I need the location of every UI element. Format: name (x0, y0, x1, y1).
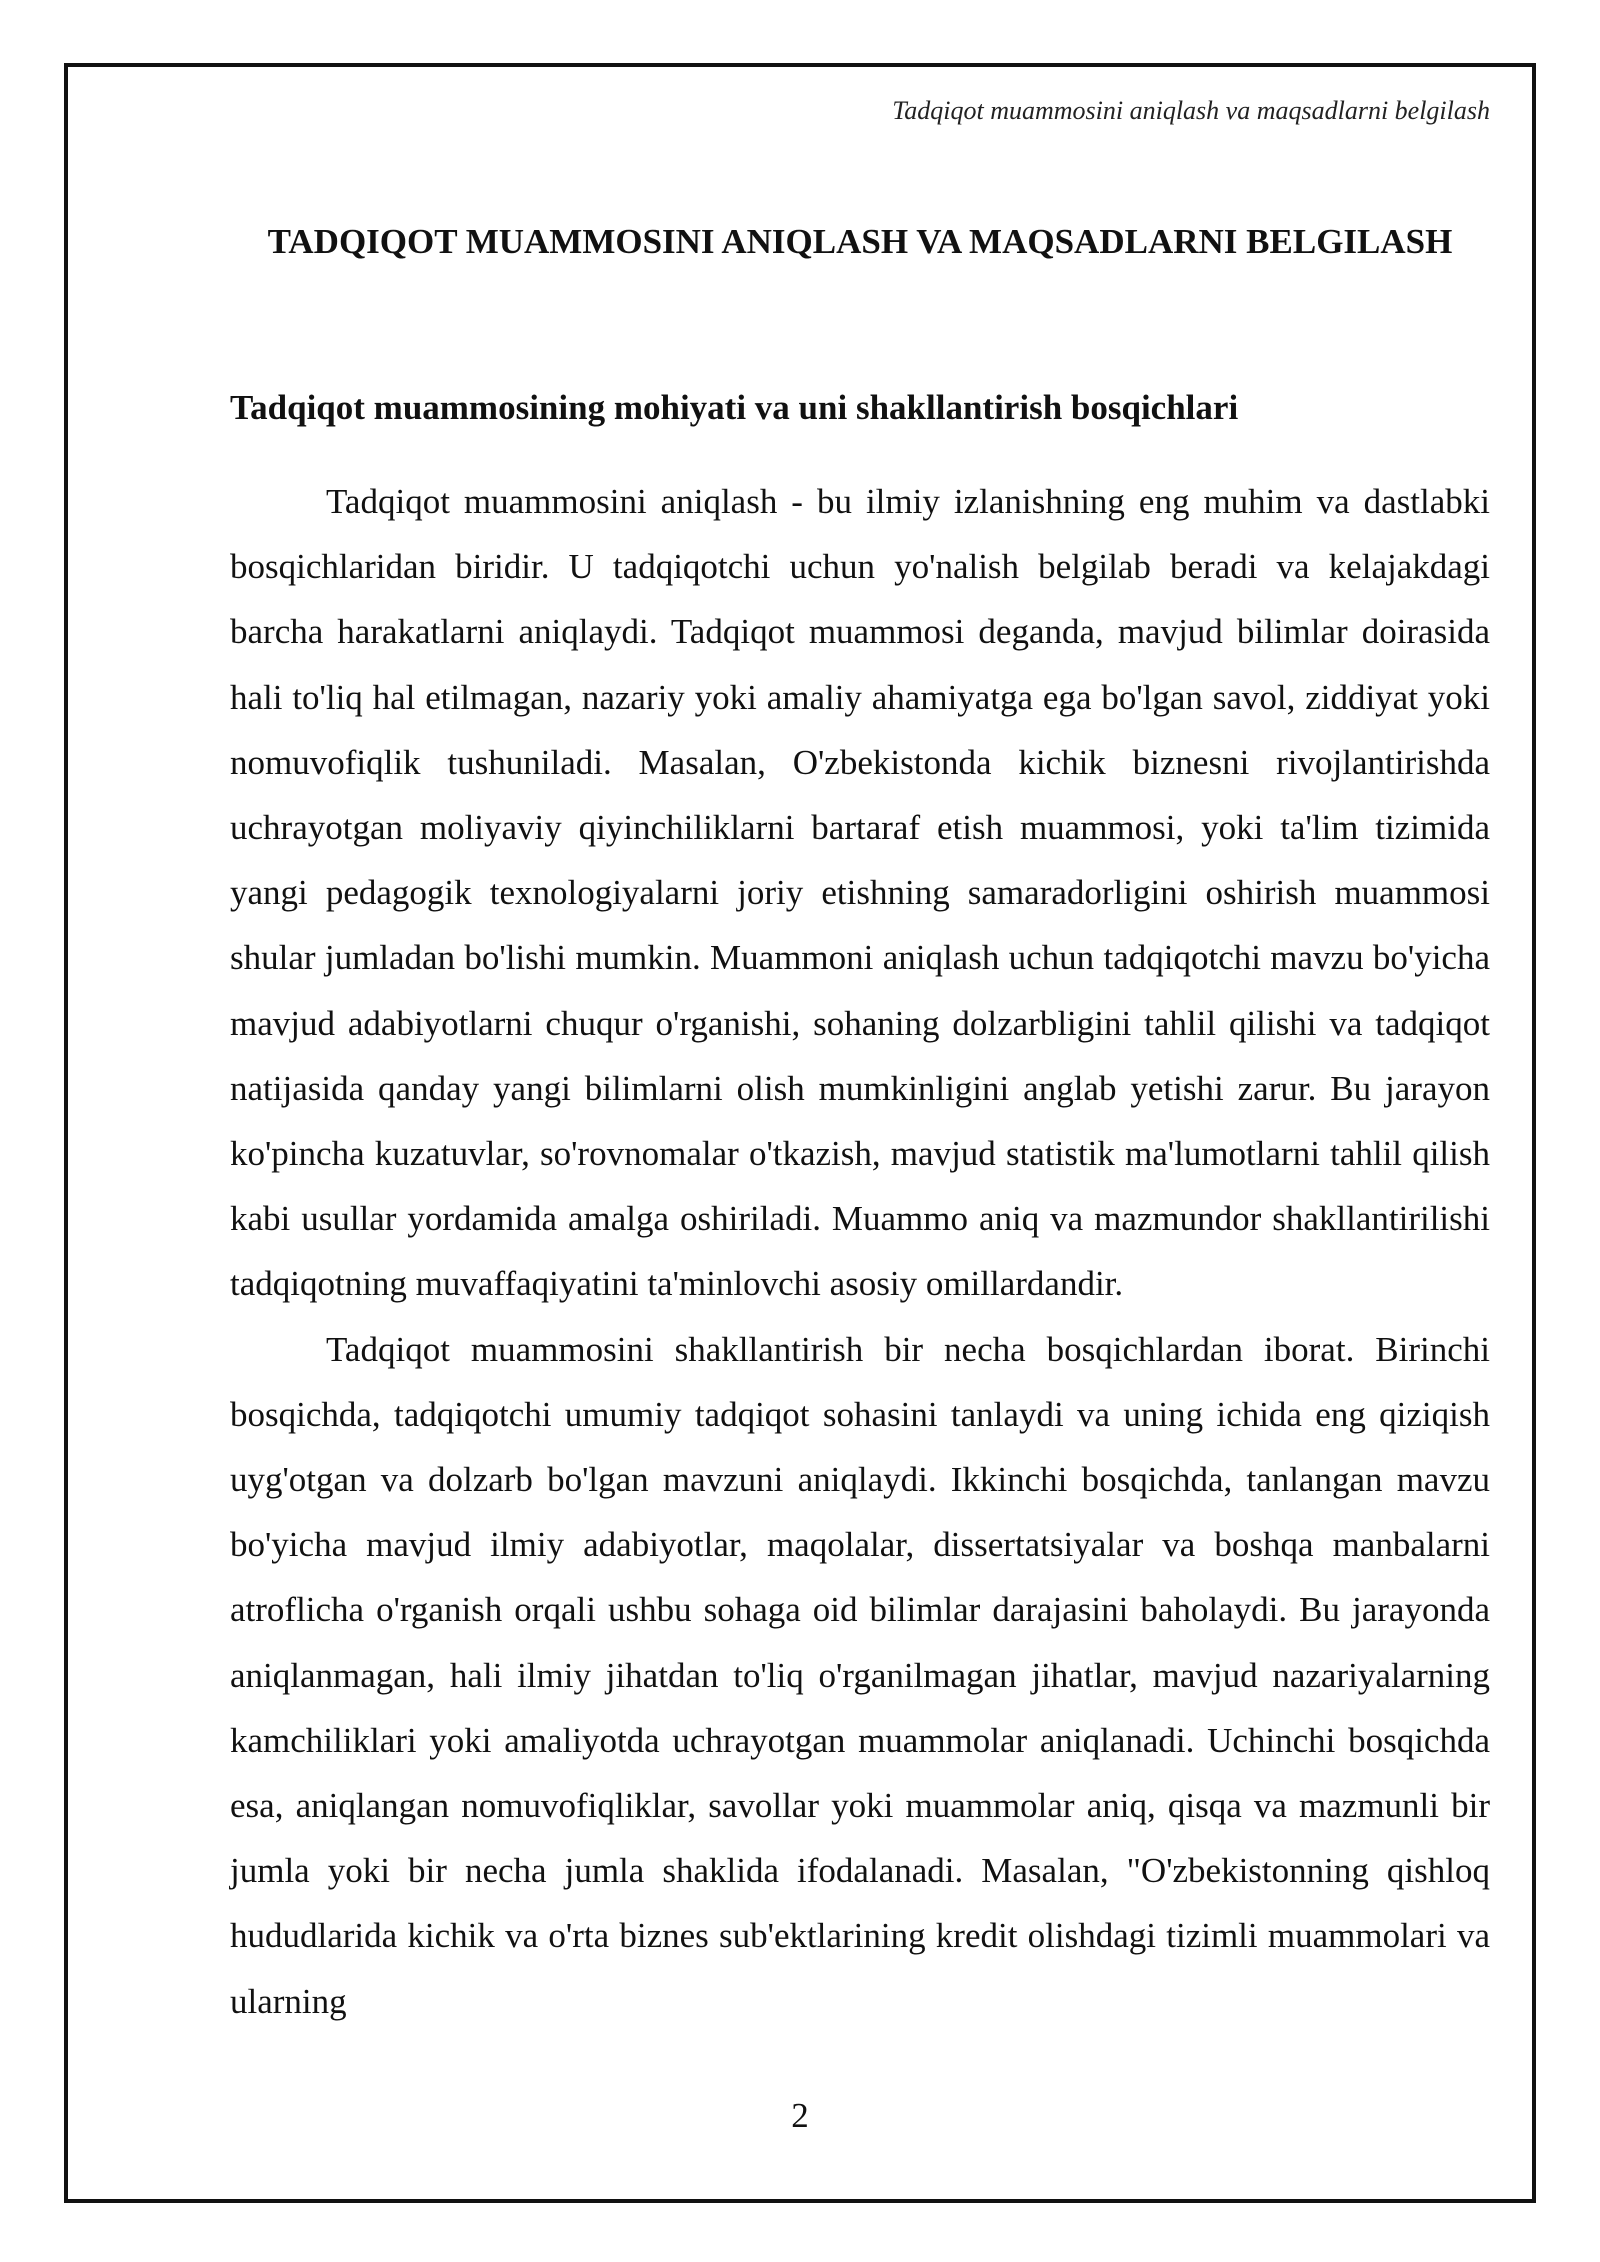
running-header: Tadqiqot muammosini aniqlash va maqsadlarni belgilash (892, 96, 1490, 125)
document-title: TADQIQOT MUAMMOSINI ANIQLASH VA MAQSADLARNI BELGILASH (267, 222, 1453, 261)
paragraph: Tadqiqot muammosini shakllantirish bir necha bosqichlardan iborat. Birinchi bosqichda, tadqiqotchi umumiy tadqiqot sohasini tanlaydi va uning ichida eng qiziqish uyg'otgan va dolzarb bo'lgan mavzuni aniqlaydi. Ikkinchi bosqichda, tanlangan mavzu bo'yicha mavjud ilmiy adabiyotlar, maqolalar, dissertatsiyalar va boshqa manbalarni atroflicha o'rganish orqali ushbu sohaga oid bilimlar darajasini baholaydi. Bu jarayonda aniqlanmagan, hali ilmiy jihatdan to'liq o'rganilmagan jihatlar, mavjud nazariyalarning kamchiliklari yoki amaliyotda uchrayotgan muammolar aniqlanadi. Uchinchi bosqichda esa, aniqlangan nomuvofiqliklar, savollar yoki muammolar aniq, qisqa va mazmunli bir jumla yoki bir necha jumla shaklida ifodalanadi. Masalan, "O'zbekistonning qishloq hududlarida kichik va o'rta biznes sub'ektlarining kredit olishdagi tizimli muammolari va ularning (230, 1329, 1490, 2021)
paragraph: Tadqiqot muammosini aniqlash - bu ilmiy izlanishning eng muhim va dastlabki bosqichlaridan biridir. U tadqiqotchi uchun yo'nalish belgilab beradi va kelajakdagi barcha harakatlarni aniqlaydi. Tadqiqot muammosi deganda, mavjud bilimlar doirasida hali to'liq hal etilmagan, nazariy yoki amaliy ahamiyatga ega bo'lgan savol, ziddiyat yoki nomuvofiqlik tushuniladi. Masalan, O'zbekistonda kichik biznesni rivojlantirishda uchrayotgan moliyaviy qiyinchiliklarni bartaraf etish muammosi, yoki ta'lim tizimida yangi pedagogik texnologiyalarni joriy etishning samaradorligini oshirish muammosi shular jumladan bo'lishi mumkin. Muammoni aniqlash uchun tadqiqotchi mavzu bo'yicha mavjud adabiyotlarni chuqur o'rganishi, sohaning dolzarbligini tahlil qilishi va tadqiqot natijasida qanday yangi bilimlarni olish mumkinligini anglab yetishi zarur. Bu jarayon ko'pincha kuzatuvlar, so'rovnomalar o'tkazish, mavjud statistik ma'lumotlarni tahlil qilish kabi usullar yordamida amalga oshiriladi. Muammo aniq va mazmundor shakllantirilishi tadqiqotning muvaffaqiyatini ta'minlovchi asosiy omillardandir. (230, 482, 1490, 1304)
body-text (230, 469, 1490, 2034)
section-heading: Tadqiqot muammosining mohiyati va uni shakllantirish bosqichlari (230, 388, 1239, 427)
page-number: 2 (791, 2096, 809, 2135)
